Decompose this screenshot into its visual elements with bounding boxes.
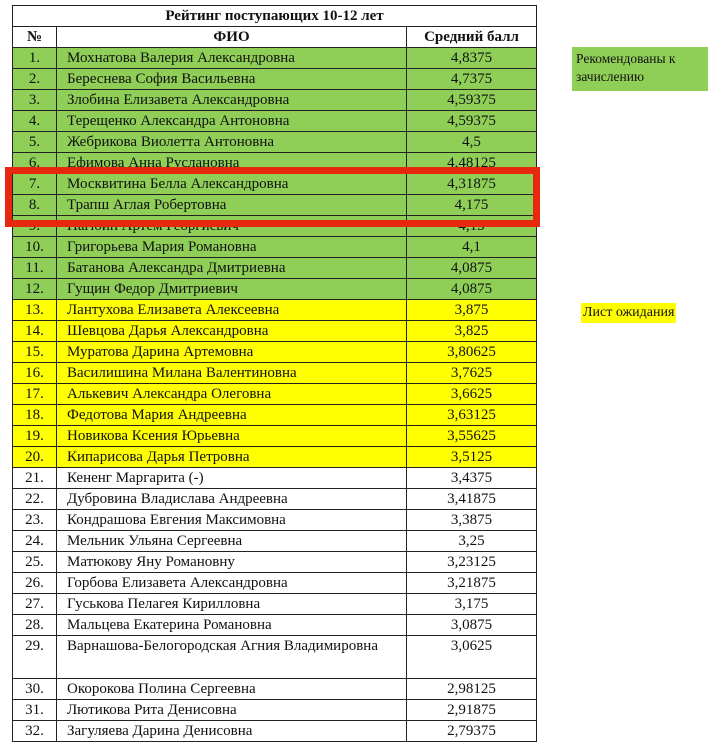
row-name: Григорьева Мария Романовна xyxy=(57,237,407,258)
row-name: Лантухова Елизавета Алексеевна xyxy=(57,300,407,321)
row-score: 4,59375 xyxy=(407,111,537,132)
row-number: 3. xyxy=(13,90,57,111)
table-row xyxy=(13,384,537,405)
row-name: Окорокова Полина Сергеевна xyxy=(57,679,407,700)
highlight-box xyxy=(5,167,540,227)
row-name: Кипарисова Дарья Петровна xyxy=(57,447,407,468)
table-row xyxy=(13,48,537,69)
row-number: 11. xyxy=(13,258,57,279)
header-name: ФИО xyxy=(57,27,407,48)
table-row xyxy=(13,426,537,447)
table-row xyxy=(13,721,537,742)
row-score: 4,59375 xyxy=(407,90,537,111)
row-number: 19. xyxy=(13,426,57,447)
row-score: 4,8375 xyxy=(407,48,537,69)
row-score: 2,98125 xyxy=(407,679,537,700)
table-row xyxy=(13,615,537,636)
table-row xyxy=(13,363,537,384)
row-name: Алькевич Александра Олеговна xyxy=(57,384,407,405)
row-name: Злобина Елизавета Александровна xyxy=(57,90,407,111)
row-name: Ефимова Анна Руслановна xyxy=(57,153,407,174)
row-number: 24. xyxy=(13,531,57,552)
row-score: 4,0875 xyxy=(407,279,537,300)
row-number: 9. xyxy=(13,216,57,237)
row-name: Батанова Александра Дмитриевна xyxy=(57,258,407,279)
row-name: Гуськова Пелагея Кирилловна xyxy=(57,594,407,615)
row-number: 12. xyxy=(13,279,57,300)
row-name: Василишина Милана Валентиновна xyxy=(57,363,407,384)
row-number: 29. xyxy=(13,636,57,679)
row-name: Матюкову Яну Романовну xyxy=(57,552,407,573)
table-row xyxy=(13,552,537,573)
row-number: 21. xyxy=(13,468,57,489)
table-row xyxy=(13,300,537,321)
row-number: 27. xyxy=(13,594,57,615)
row-name: Москвитина Белла Александровна xyxy=(57,174,407,195)
row-number: 18. xyxy=(13,405,57,426)
row-name: Горбова Елизавета Александровна xyxy=(57,573,407,594)
table-row xyxy=(13,489,537,510)
row-number: 13. xyxy=(13,300,57,321)
row-number: 26. xyxy=(13,573,57,594)
row-score: 4,175 xyxy=(407,195,537,216)
table-row xyxy=(13,342,537,363)
row-score: 3,4375 xyxy=(407,468,537,489)
row-score: 4,1 xyxy=(407,237,537,258)
row-name: Мельник Ульяна Сергеевна xyxy=(57,531,407,552)
row-score: 3,825 xyxy=(407,321,537,342)
table-row xyxy=(13,679,537,700)
table-row xyxy=(13,531,537,552)
row-number: 25. xyxy=(13,552,57,573)
row-number: 20. xyxy=(13,447,57,468)
row-name: Жебрикова Виолетта Антоновна xyxy=(57,132,407,153)
row-score: 3,7625 xyxy=(407,363,537,384)
header-score: Средний балл xyxy=(407,27,537,48)
row-score: 3,0875 xyxy=(407,615,537,636)
rating-table xyxy=(12,5,537,742)
row-number: 16. xyxy=(13,363,57,384)
row-number: 15. xyxy=(13,342,57,363)
table-row xyxy=(13,279,537,300)
row-name: Шевцова Дарья Александровна xyxy=(57,321,407,342)
row-score: 4,48125 xyxy=(407,153,537,174)
row-score: 3,41875 xyxy=(407,489,537,510)
row-number: 10. xyxy=(13,237,57,258)
row-number: 6. xyxy=(13,153,57,174)
row-score: 3,25 xyxy=(407,531,537,552)
row-score: 3,3875 xyxy=(407,510,537,531)
row-name: Терещенко Александра Антоновна xyxy=(57,111,407,132)
row-name: Нагюин Артем Георгиевич xyxy=(57,216,407,237)
row-number: 1. xyxy=(13,48,57,69)
row-number: 32. xyxy=(13,721,57,742)
row-number: 23. xyxy=(13,510,57,531)
row-score: 3,21875 xyxy=(407,573,537,594)
row-name: Кененг Маргарита (-) xyxy=(57,468,407,489)
header-number: № xyxy=(13,27,57,48)
table-title: Рейтинг поступающих 10-12 лет xyxy=(13,6,537,27)
row-name: Дубровина Владислава Андреевна xyxy=(57,489,407,510)
row-score: 3,0625 xyxy=(407,636,537,679)
row-score: 4,15 xyxy=(407,216,537,237)
row-score: 2,91875 xyxy=(407,700,537,721)
row-number: 31. xyxy=(13,700,57,721)
row-number: 30. xyxy=(13,679,57,700)
row-name: Мальцева Екатерина Романовна xyxy=(57,615,407,636)
table-row xyxy=(13,700,537,721)
row-number: 17. xyxy=(13,384,57,405)
row-name: Загуляева Дарина Денисовна xyxy=(57,721,407,742)
table-row xyxy=(13,237,537,258)
row-score: 3,55625 xyxy=(407,426,537,447)
row-name: Гущин Федор Дмитриевич xyxy=(57,279,407,300)
row-name: Новикова Ксения Юрьевна xyxy=(57,426,407,447)
row-score: 3,5125 xyxy=(407,447,537,468)
row-score: 4,31875 xyxy=(407,174,537,195)
row-name: Варнашова-Белогородская Агния Владимировна xyxy=(57,636,407,679)
row-number: 2. xyxy=(13,69,57,90)
table-row xyxy=(13,132,537,153)
row-score: 3,175 xyxy=(407,594,537,615)
row-score: 3,23125 xyxy=(407,552,537,573)
row-name: Муратова Дарина Артемовна xyxy=(57,342,407,363)
table-row xyxy=(13,636,537,679)
row-name: Кондрашова Евгения Максимовна xyxy=(57,510,407,531)
table-row xyxy=(13,258,537,279)
row-score: 3,80625 xyxy=(407,342,537,363)
row-name: Федотова Мария Андреевна xyxy=(57,405,407,426)
table-row xyxy=(13,405,537,426)
row-score: 3,63125 xyxy=(407,405,537,426)
row-score: 3,875 xyxy=(407,300,537,321)
row-number: 28. xyxy=(13,615,57,636)
table-row xyxy=(13,111,537,132)
row-number: 8. xyxy=(13,195,57,216)
table-row xyxy=(13,594,537,615)
table-row xyxy=(13,573,537,594)
row-score: 4,5 xyxy=(407,132,537,153)
table-row xyxy=(13,468,537,489)
table-row xyxy=(13,447,537,468)
row-number: 14. xyxy=(13,321,57,342)
table-row xyxy=(13,90,537,111)
row-name: Мохнатова Валерия Александровна xyxy=(57,48,407,69)
row-score: 3,6625 xyxy=(407,384,537,405)
table-row xyxy=(13,69,537,90)
row-score: 4,0875 xyxy=(407,258,537,279)
row-number: 4. xyxy=(13,111,57,132)
table-row xyxy=(13,321,537,342)
row-number: 22. xyxy=(13,489,57,510)
row-name: Трапш Аглая Робертовна xyxy=(57,195,407,216)
legend-recommended: Рекомендованы к зачислению xyxy=(572,47,708,91)
row-number: 7. xyxy=(13,174,57,195)
legend-waitlist: Лист ожидания xyxy=(581,303,676,323)
row-name: Береснева София Васильевна xyxy=(57,69,407,90)
row-score: 2,79375 xyxy=(407,721,537,742)
row-number: 5. xyxy=(13,132,57,153)
row-name: Лютикова Рита Денисовна xyxy=(57,700,407,721)
row-score: 4,7375 xyxy=(407,69,537,90)
table-row xyxy=(13,510,537,531)
